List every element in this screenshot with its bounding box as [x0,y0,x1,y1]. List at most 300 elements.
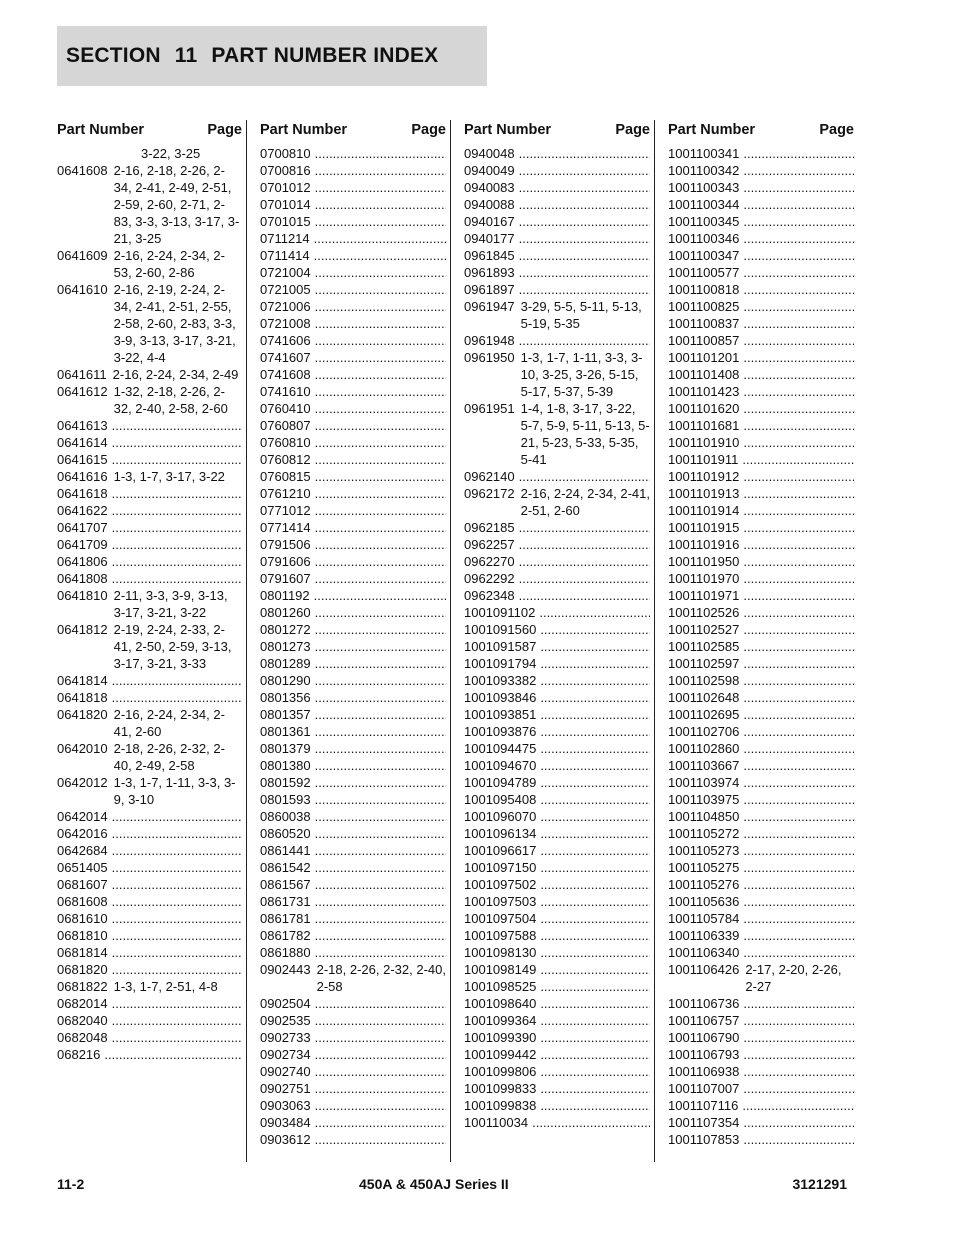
page-reference [540,1012,650,1029]
index-entry [260,196,446,213]
page-reference [114,587,242,621]
index-entry [668,366,854,383]
page-reference [315,468,446,485]
index-entry [260,553,446,570]
index-entry [57,1029,242,1046]
part-number: 1001106736 [668,996,740,1011]
part-number: 0641814 [57,673,108,688]
part-number: 1001100344 [668,197,740,212]
part-number: 0760810 [260,435,311,450]
part-number: 1001106340 [668,945,740,960]
index-entry [464,332,650,349]
section-label: SECTION [66,44,161,67]
part-number: 1001097502 [464,877,537,892]
page-reference [540,978,650,995]
page-reference [540,757,650,774]
part-number: 1001104850 [668,809,740,824]
part-number: 0642010 [57,741,108,756]
page-reference [112,859,242,876]
part-number: 0641616 [57,469,108,484]
part-number: 1001100346 [668,231,740,246]
page-reference [315,570,446,587]
page-reference [743,383,854,400]
index-entry [260,230,446,247]
page-reference [540,774,650,791]
page-reference [112,502,242,519]
index-entry [57,502,242,519]
part-number: 0721005 [260,282,311,297]
section-name: PART NUMBER INDEX [211,44,439,67]
part-number: 1001107116 [668,1098,739,1113]
page-reference [743,808,854,825]
index-entry [57,876,242,893]
page-reference [743,927,854,944]
part-number: 0700816 [260,163,311,178]
part-number: 1001094789 [464,775,537,790]
index-entry [57,162,242,247]
index-entry [57,417,242,434]
page-reference [112,451,242,468]
page-reference [540,944,650,961]
page-reference [743,366,854,383]
page-reference [743,519,854,536]
page-reference [540,638,650,655]
page-reference-text: 2-16, 2-24, 2-34, 2-53, 2-60, 2-86 [113,248,225,280]
part-number: 1001091102 [464,605,536,620]
part-number: 1001100342 [668,163,740,178]
part-number: 1001098130 [464,945,537,960]
index-entry [464,927,650,944]
page-reference [540,1063,650,1080]
page-reference [540,672,650,689]
index-entry [57,485,242,502]
index-entry [260,570,446,587]
part-number: 0721004 [260,265,311,280]
page-reference [315,145,446,162]
header-page: Page [411,122,446,138]
part-number: 0940177 [464,231,515,246]
part-number: 1001097503 [464,894,537,909]
part-number: 0861782 [260,928,311,943]
footer-page-number: 11-2 [57,1176,85,1192]
index-entry [464,672,650,689]
index-entry [57,944,242,961]
page-reference [540,927,650,944]
part-number: 0801379 [260,741,311,756]
part-number: 0681820 [57,962,108,977]
page-reference [540,910,650,927]
page-reference-text: 2-16, 2-24, 2-34, 2-49 [112,367,239,382]
index-entry [668,587,854,604]
index-entry [668,740,854,757]
part-number: 1001107354 [668,1115,740,1130]
page-reference [519,332,650,349]
page-reference [315,298,446,315]
index-entry [668,757,854,774]
part-number: 1001093851 [464,707,537,722]
index-entry [668,672,854,689]
page-reference [315,774,446,791]
index-entry [260,944,446,961]
part-number: 0701012 [260,180,311,195]
part-number: 0701014 [260,197,311,212]
header-part-number: Part Number [668,122,756,138]
page-reference [112,553,242,570]
part-number: 1001091587 [464,639,537,654]
part-number: 0961951 [464,401,515,416]
page-reference [519,281,650,298]
page-reference [743,417,854,434]
page-reference [743,1029,854,1046]
page-reference [743,706,854,723]
page-reference [743,1063,854,1080]
part-number: 0641707 [57,520,108,535]
page-reference [743,689,854,706]
index-entry [464,910,650,927]
part-number: 0940083 [464,180,515,195]
page-reference-text: 2-17, 2-20, 2-26, 2-27 [745,962,842,994]
index-entry [464,587,650,604]
index-entry [464,706,650,723]
page-reference [315,213,446,230]
part-number: 0962270 [464,554,515,569]
page-reference [521,298,650,332]
part-number: 068216 [57,1047,101,1062]
part-number: 1001106790 [668,1030,740,1045]
page-reference [540,1080,650,1097]
part-number: 0962292 [464,571,515,586]
page-reference [114,978,242,995]
index-entry [260,1080,446,1097]
footer-model: 450A & 450AJ Series II [359,1176,509,1192]
part-number: 0961893 [464,265,515,280]
index-entry [260,757,446,774]
page-reference [315,417,446,434]
page-reference [112,689,242,706]
page-reference [112,536,242,553]
page-reference [743,230,854,247]
page-reference [315,689,446,706]
part-number: 0962257 [464,537,515,552]
part-number: 0641622 [57,503,108,518]
page-reference [743,757,854,774]
page-reference [540,791,650,808]
part-number: 0902740 [260,1064,311,1079]
index-entry [668,808,854,825]
index-entry [668,825,854,842]
page-reference [315,315,446,332]
page-reference [315,383,446,400]
header-page: Page [819,122,854,138]
index-entry [260,1012,446,1029]
part-number: 0721006 [260,299,311,314]
page-reference [315,1029,446,1046]
part-number: 1001100837 [668,316,740,331]
index-entry [260,825,446,842]
part-number: 0940049 [464,163,515,178]
page-reference [315,1097,446,1114]
part-number: 1001106938 [668,1064,740,1079]
index-entry [668,774,854,791]
page-reference [540,740,650,757]
part-number: 0721008 [260,316,311,331]
part-number: 0903612 [260,1132,311,1147]
part-number: 0801592 [260,775,311,790]
page-reference [315,400,446,417]
index-entry [668,1046,854,1063]
index-entry [668,264,854,281]
page-reference [743,791,854,808]
page-reference [114,468,242,485]
page-reference [315,910,446,927]
page-reference [743,264,854,281]
part-number: 1001102648 [668,690,740,705]
page-reference [743,468,854,485]
index-entry [668,213,854,230]
column-header [464,120,650,145]
column-header [668,120,854,145]
header-part-number: Part Number [260,122,348,138]
part-number: 0801289 [260,656,311,671]
page-reference [315,842,446,859]
index-entry [464,876,650,893]
part-number: 0791607 [260,571,311,586]
page-reference-text: 2-16, 2-24, 2-34, 2-41, 2-60 [113,707,225,739]
index-entry [260,536,446,553]
part-number: 1001099364 [464,1013,537,1028]
page-reference [540,689,650,706]
page-reference [743,298,854,315]
part-number: 1001096134 [464,826,537,841]
index-entry [260,366,446,383]
section-title [66,44,438,68]
part-number: 1001105636 [668,894,740,909]
page-reference [112,995,242,1012]
page-reference [743,723,854,740]
page-reference [114,621,242,672]
index-entry [260,162,446,179]
page-reference [519,553,650,570]
page-reference [743,553,854,570]
page-reference [315,791,446,808]
index-entry [668,468,854,485]
index-entry [668,553,854,570]
page-reference-text: 1-3, 1-7, 2-51, 4-8 [113,979,218,994]
page-reference [540,859,650,876]
page-reference [519,162,650,179]
part-number: 0801272 [260,622,311,637]
index-entry [57,927,242,944]
part-number: 0641709 [57,537,108,552]
page-reference-text: 1-4, 1-8, 3-17, 3-22, 5-7, 5-9, 5-11, 5-13, 5-21, 5-23, 5-33, 5-35, 5-41 [520,401,650,467]
index-entry [464,740,650,757]
page-reference [540,893,650,910]
page-reference [743,672,854,689]
index-entry [668,1080,854,1097]
page-reference [112,927,242,944]
part-number: 1001101916 [668,537,740,552]
page-reference [743,196,854,213]
index-entry [57,434,242,451]
page-reference [114,706,242,740]
page-reference [315,706,446,723]
header-page: Page [615,122,650,138]
page-reference [141,145,242,162]
part-number: 0962172 [464,486,515,501]
page-reference [315,876,446,893]
index-entry [464,604,650,621]
index-entry [260,468,446,485]
part-number: 1001105275 [668,860,740,875]
page-reference [315,808,446,825]
page-reference [315,723,446,740]
index-entry [57,587,242,621]
column-header [57,120,242,145]
index-entry [260,485,446,502]
part-number: 1001099442 [464,1047,537,1062]
page-reference [314,587,446,604]
part-number: 1001091794 [464,656,537,671]
index-entry [57,842,242,859]
page-reference [743,145,854,162]
part-number: 0641610 [57,282,108,297]
page-reference [112,672,242,689]
part-number: 1001101914 [668,503,740,518]
part-number: 0741610 [260,384,311,399]
page-reference [743,1046,854,1063]
page-reference [743,162,854,179]
part-number: 1001102526 [668,605,740,620]
page-reference [519,536,650,553]
index-entry [260,1097,446,1114]
part-number: 1001100818 [668,282,740,297]
part-number: 0641608 [57,163,108,178]
index-entry [57,145,242,162]
part-number: 0902734 [260,1047,311,1062]
page-reference [315,1012,446,1029]
index-entry [464,247,650,264]
part-number: 0962140 [464,469,515,484]
index-entry [57,366,242,383]
part-number: 0641820 [57,707,108,722]
index-entry [464,859,650,876]
part-number: 1001100341 [668,146,740,161]
page-reference [743,876,854,893]
index-entry [260,434,446,451]
index-entry [668,315,854,332]
index-entry [260,706,446,723]
page-reference-text: 3-29, 5-5, 5-11, 5-13, 5-19, 5-35 [520,299,642,331]
page-reference [315,944,446,961]
page-reference [114,740,242,774]
page-reference [743,400,854,417]
page-footer [57,1176,847,1196]
part-number: 1001102585 [668,639,740,654]
part-number: 0903484 [260,1115,311,1130]
part-number: 0651405 [57,860,108,875]
part-number: 1001103974 [668,775,740,790]
index-entry [260,1029,446,1046]
index-entry [668,451,854,468]
page-reference [519,230,650,247]
index-entry [57,808,242,825]
part-number: 1001094475 [464,741,537,756]
index-entry [464,638,650,655]
index-entry [260,655,446,672]
index-entry [668,961,854,995]
page-reference [743,944,854,961]
page-reference [315,1080,446,1097]
index-entry [668,281,854,298]
part-number: 1001106426 [668,962,740,977]
index-entry [668,604,854,621]
index-entry [464,519,650,536]
part-number: 0961897 [464,282,515,297]
page-reference [315,1046,446,1063]
part-number: 0682040 [57,1013,108,1028]
index-entry [260,519,446,536]
part-number: 0940167 [464,214,515,229]
column-header [260,120,446,145]
section-number: 11 [174,44,198,67]
index-entry [57,383,242,417]
part-number: 0641810 [57,588,108,603]
page-reference [743,638,854,655]
part-number: 0711214 [260,231,310,246]
index-entry [668,638,854,655]
page-reference [743,315,854,332]
part-number: 0962185 [464,520,515,535]
part-number: 1001098525 [464,979,537,994]
page-reference [743,604,854,621]
page-reference [743,893,854,910]
part-number: 0801361 [260,724,311,739]
index-entry [260,451,446,468]
part-number: 0801593 [260,792,311,807]
page-reference [743,910,854,927]
page-reference [315,553,446,570]
page-reference [743,587,854,604]
part-number: 1001105272 [668,826,740,841]
part-number: 1001105273 [668,843,740,858]
part-number: 0860520 [260,826,311,841]
part-number: 0681608 [57,894,108,909]
part-number: 0902443 [260,962,311,977]
index-entry [668,706,854,723]
page-reference [743,1131,854,1148]
page-reference [540,876,650,893]
index-entry [464,179,650,196]
page-reference [315,451,446,468]
page-reference [540,723,650,740]
index-entry [57,621,242,672]
page-reference [315,485,446,502]
index-entry [464,400,650,468]
part-number: 1001106793 [668,1047,740,1062]
index-entry [464,264,650,281]
index-entry [464,842,650,859]
part-number: 1001099806 [464,1064,537,1079]
page-reference [540,1097,650,1114]
index-entry [260,213,446,230]
index-entry [464,230,650,247]
index-entry [57,672,242,689]
page-reference [540,706,650,723]
part-number: 0641609 [57,248,108,263]
index-entry [668,1029,854,1046]
part-number: 0711414 [260,248,310,263]
page-reference [743,349,854,366]
